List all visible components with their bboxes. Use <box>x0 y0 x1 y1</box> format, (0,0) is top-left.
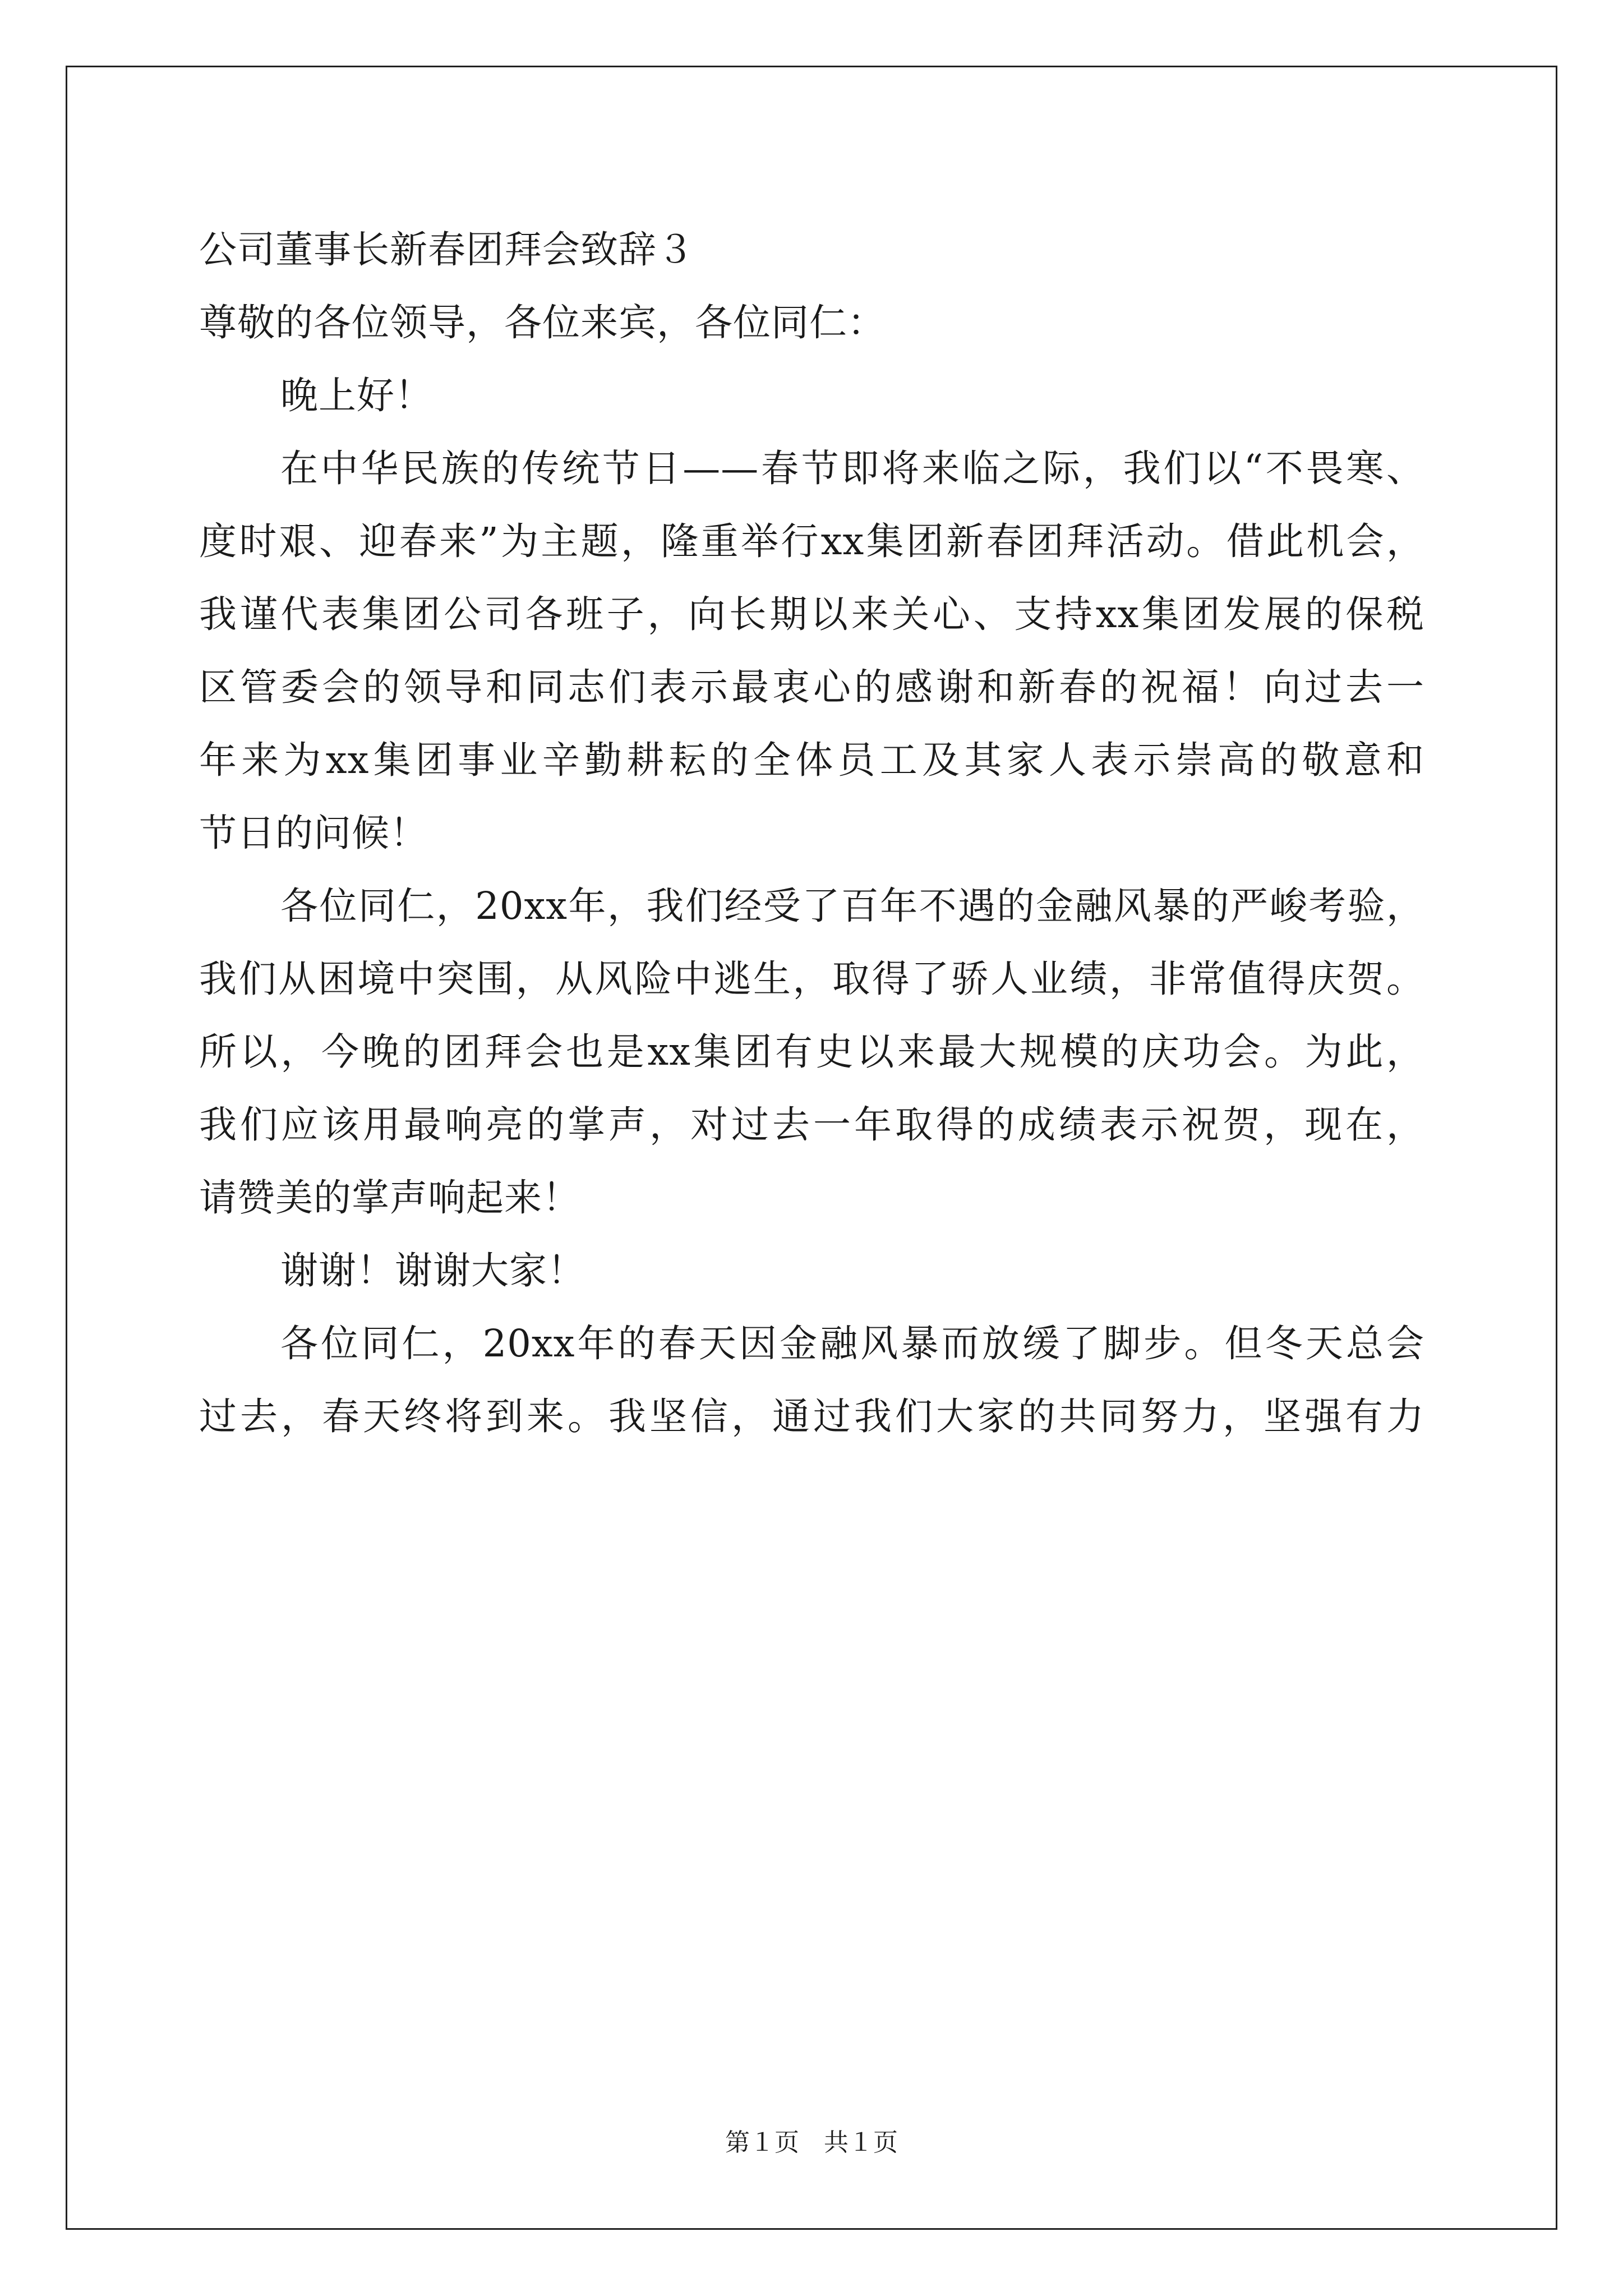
salutation: 尊敬的各位领导，各位来宾，各位同仁： <box>199 301 886 344</box>
body-line: 晚上好！ <box>280 374 433 417</box>
body-line: 各位同仁，20xx年的春天因金融风暴而放缓了脚步。但冬天总会 <box>280 1322 1424 1365</box>
body-line: 节日的问候！ <box>199 811 428 855</box>
page-footer: 第１页 共１页 <box>725 2128 898 2157</box>
document-title: 公司董事长新春团拜会致辞３ <box>199 228 695 272</box>
body-line: 在中华民族的传统节日——春节即将来临之际，我们以“不畏寒、 <box>280 447 1424 490</box>
body-line: 我们应该用最响亮的掌声，对过去一年取得的成绩表示祝贺，现在， <box>199 1103 1424 1147</box>
body-line: 度时艰、迎春来”为主题，隆重举行xx集团新春团拜活动。借此机会， <box>199 519 1424 563</box>
body-line: 请赞美的掌声响起来！ <box>199 1176 580 1220</box>
body-line: 年来为xx集团事业辛勤耕耘的全体员工及其家人表示崇高的敬意和 <box>199 738 1424 782</box>
body-line: 各位同仁，20xx年，我们经受了百年不遇的金融风暴的严峻考验， <box>280 884 1424 928</box>
body-line: 所以，今晚的团拜会也是xx集团有史以来最大规模的庆功会。为此， <box>199 1030 1424 1074</box>
body-line: 区管委会的领导和同志们表示最衷心的感谢和新春的祝福！向过去一 <box>199 665 1424 709</box>
body-line: 过去，春天终将到来。我坚信，通过我们大家的共同努力，坚强有力 <box>199 1395 1424 1438</box>
body-line: 我们从困境中突围，从风险中逃生，取得了骄人业绩，非常值得庆贺。 <box>199 957 1424 1001</box>
body-line: 我谨代表集团公司各班子，向长期以来关心、支持xx集团发展的保税 <box>199 592 1424 636</box>
document-body <box>199 213 1424 1453</box>
body-line: 谢谢！谢谢大家！ <box>280 1249 585 1292</box>
